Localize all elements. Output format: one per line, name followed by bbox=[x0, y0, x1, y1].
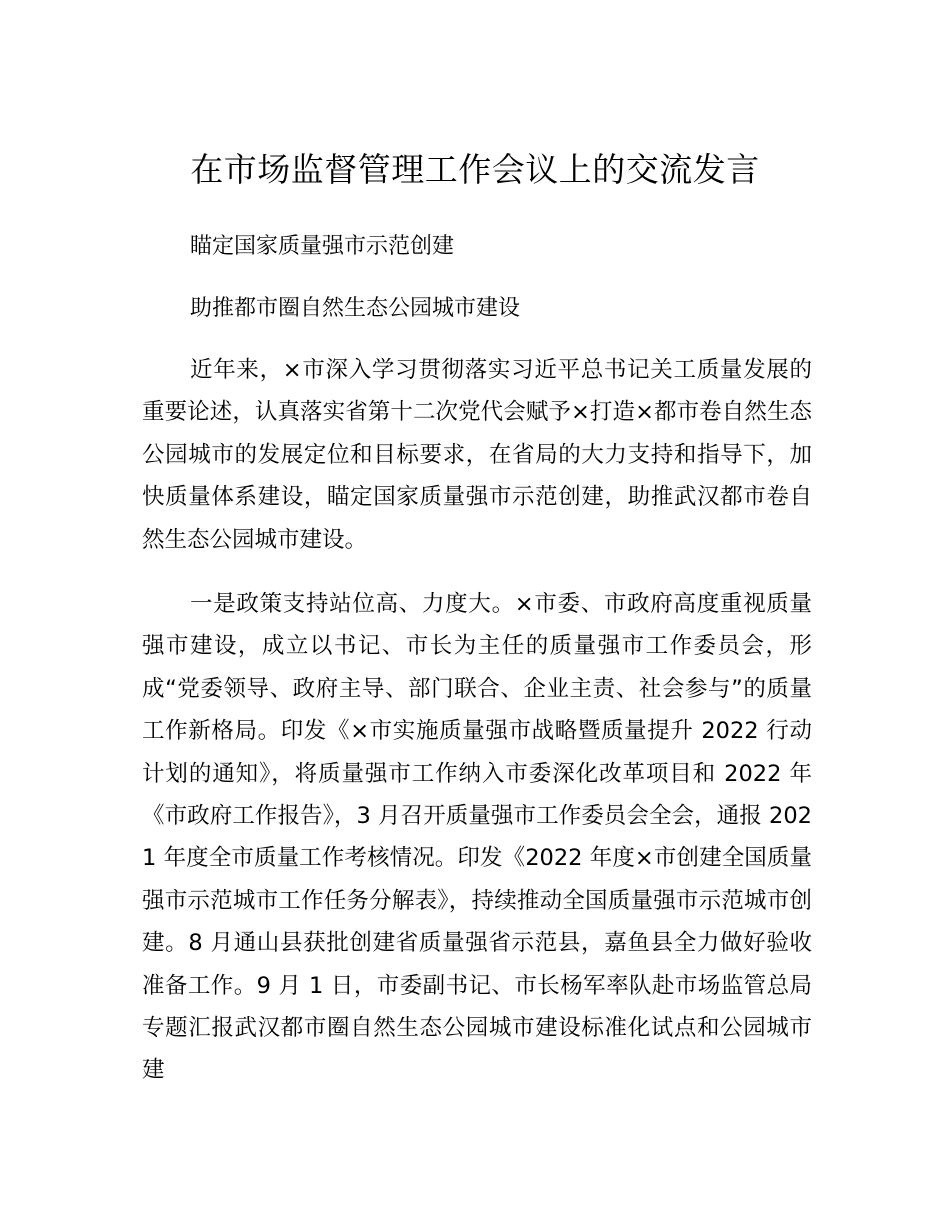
body-paragraph-1: 近年来，×市深入学习贯彻落实习近平总书记关工质量发展的重要论述，认真落实省第十二次党代会赋予×打造×都市卷自然生态公园城市的发展定位和目标要求，在省局的大力支持和指导下，加快质量体系建设，瞄定国家质量强市示范创建，助推武汉都市卷自然生态公园城市建设。 bbox=[142, 357, 812, 553]
document-title: 在市场监督管理工作会议上的交流发言 bbox=[190, 150, 760, 189]
document-subtitle-1: 瞄定国家质量强市示范创建 bbox=[190, 234, 455, 259]
document-subtitle-2: 助推都市圈自然生态公园城市建设 bbox=[190, 296, 521, 321]
body-paragraph-2: 一是政策支持站位高、力度大。×市委、市政府高度重视质量强市建设，成立以书记、市长为主任的质量强市工作委员会，形成“党委领导、政府主导、部门联合、企业主责、社会参与”的质量工作新格局。印发《×市实施质量强市战略暨质量提升 2022 行动计划的通知》，将质量强市工作纳入市委深化改革项目和 2022 年《市政府工作报告》，3 月召开质量强市工作委员会全会，通报 2021 年度全市质量工作考核情况。印发《2022 年度×市创建全国质量强市示范城市工作任务分解表》，持续推动全国质量强市示范城市创建。8 月通山县获批创建省质量强省示范县，嘉鱼县全力做好验收准备工作。9 月 1 日，市委副书记、市长杨军率队赴市场监管总局专题汇报武汉都市圈自然生态公园城市建设标准化试点和公园城市建 bbox=[142, 591, 812, 1084]
